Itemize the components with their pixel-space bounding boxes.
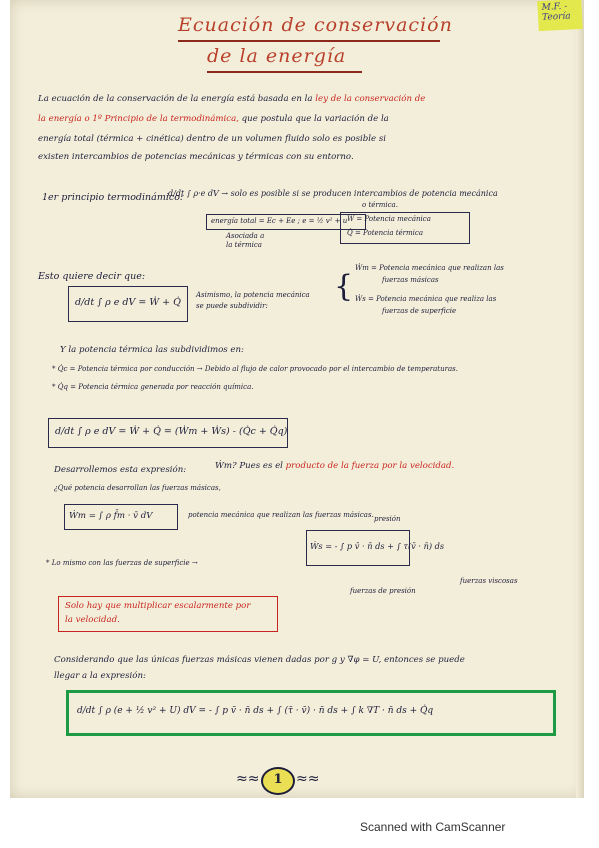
red-note-box bbox=[58, 596, 278, 632]
energy-balance-box bbox=[68, 286, 188, 322]
pressure-forces-label: fuerzas de presión bbox=[350, 587, 416, 595]
left-ornament: ≈≈ bbox=[236, 771, 260, 787]
title-underline-2 bbox=[207, 71, 362, 73]
red-note-b: la velocidad. bbox=[65, 615, 120, 625]
page-number: 1 bbox=[261, 767, 295, 795]
total-power-box bbox=[48, 418, 288, 448]
final-equation-box bbox=[66, 690, 556, 736]
first-principle-thermal-note: o térmica. bbox=[362, 201, 398, 209]
viscous-forces-label: fuerzas viscosas bbox=[460, 577, 518, 585]
wm-box bbox=[64, 504, 178, 530]
final-equation: d/dt ∫ ρ (e + ½ v² + U) dV = - ∫ p v̄ · n̄ ds + ∫ (τ̄ · v̄) · n̄ ds + ∫ k ∇T · n̄ ds + Q̇q bbox=[77, 706, 434, 716]
thermal-conduction: * Q̇c = Potencia térmica por conducción → Debido al flujo de calor provocado por el intercambio de temperaturas. bbox=[52, 365, 458, 373]
intro-line-2: la energía o 1º Principio de la termodinámica, que postula que la variación de la bbox=[38, 114, 389, 124]
first-principle-equation: d/dt ∫ ρ·e dV → solo es posible si se producen intercambios de potencia mecánica bbox=[168, 189, 498, 198]
develop-question: Ẇm? Pues es el producto de la fuerza por la velocidad. bbox=[215, 461, 455, 471]
wm-definition-b: fuerzas másicas bbox=[382, 276, 439, 284]
energy-note-b: la térmica bbox=[226, 241, 262, 249]
meaning-note-b: se puede subdividir: bbox=[196, 302, 268, 310]
energy-note-a: Asociada a bbox=[226, 232, 265, 240]
ws-equation: Ẇs = - ∫ p v̄ · n̄ ds + ∫ τ(v̄ · n̄) ds bbox=[310, 541, 445, 551]
intro-line-1: La ecuación de la conservación de la energía está basada en la ley de la conservación de bbox=[38, 94, 426, 104]
wm-note: potencia mecánica que realizan las fuerzas másicas. bbox=[188, 511, 374, 519]
pressure-label: presión bbox=[374, 515, 401, 523]
wm-equation: Ẇm = ∫ ρ f̄m · v̄ dV bbox=[69, 511, 153, 521]
surface-forces-line: * Lo mismo con las fuerzas de superficie → bbox=[46, 559, 198, 567]
page-title-line2: de la energía bbox=[207, 45, 347, 67]
ws-definition-b: fuerzas de superficie bbox=[382, 307, 457, 315]
energy-balance-equation: d/dt ∫ ρ e dV = Ẇ + Q̇ bbox=[75, 297, 181, 308]
develop-line: Desarrollemos esta expresión: bbox=[54, 465, 187, 475]
w-definition: Ẇ = Potencia mecánica bbox=[347, 215, 431, 223]
first-principle-label: 1er principio termodinámico: bbox=[42, 192, 184, 203]
brace: { bbox=[334, 269, 354, 304]
intro-line-4: existen intercambios de potencias mecánicas y térmicas con su entorno. bbox=[38, 152, 354, 162]
scanner-watermark: Scanned with CamScanner bbox=[360, 820, 506, 834]
title-underline-1 bbox=[178, 40, 440, 42]
thermal-intro: Y la potencia térmica las subdividimos en: bbox=[60, 345, 244, 355]
massic-question: ¿Qué potencia desarrollan las fuerzas másicas, bbox=[54, 484, 221, 492]
red-note-a: Solo hay que multiplicar escalarmente por bbox=[65, 601, 251, 611]
right-ornament: ≈≈ bbox=[296, 771, 320, 787]
thermal-chemical: * Q̇q = Potencia térmica generada por reacción química. bbox=[52, 383, 254, 391]
q-definition: Q̇ = Potencia térmica bbox=[347, 229, 423, 237]
energy-definition: energía total = Ec + Ee ; e = ½ v² + u bbox=[211, 217, 348, 225]
page-title-line1: Ecuación de conservación bbox=[178, 14, 453, 36]
final-line-2: llegar a la expresión: bbox=[54, 671, 146, 681]
meaning-label: Esto quiere decir que: bbox=[38, 271, 146, 282]
intro-line-3: energía total (térmica + cinética) dentro de un volumen fluido solo es posible si bbox=[38, 134, 386, 144]
notebook-page bbox=[10, 0, 584, 798]
power-definitions-box bbox=[340, 212, 470, 244]
total-power-equation: d/dt ∫ ρ e dV = Ẇ + Q̇ = (Ẇm + Ẇs) - (Q̇c + Q̇q) bbox=[55, 426, 288, 437]
wm-definition-a: Ẇm = Potencia mecánica que realizan las bbox=[355, 264, 504, 272]
ws-definition-a: Ẇs = Potencia mecánica que realiza las bbox=[355, 295, 497, 303]
final-line-1: Considerando que las únicas fuerzas másicas vienen dadas por g y ∇φ = U, entonces se puede bbox=[54, 655, 465, 665]
corner-tag: M.F. - Teoría bbox=[537, 0, 583, 31]
meaning-note-a: Asimismo, la potencia mecánica bbox=[196, 291, 310, 299]
